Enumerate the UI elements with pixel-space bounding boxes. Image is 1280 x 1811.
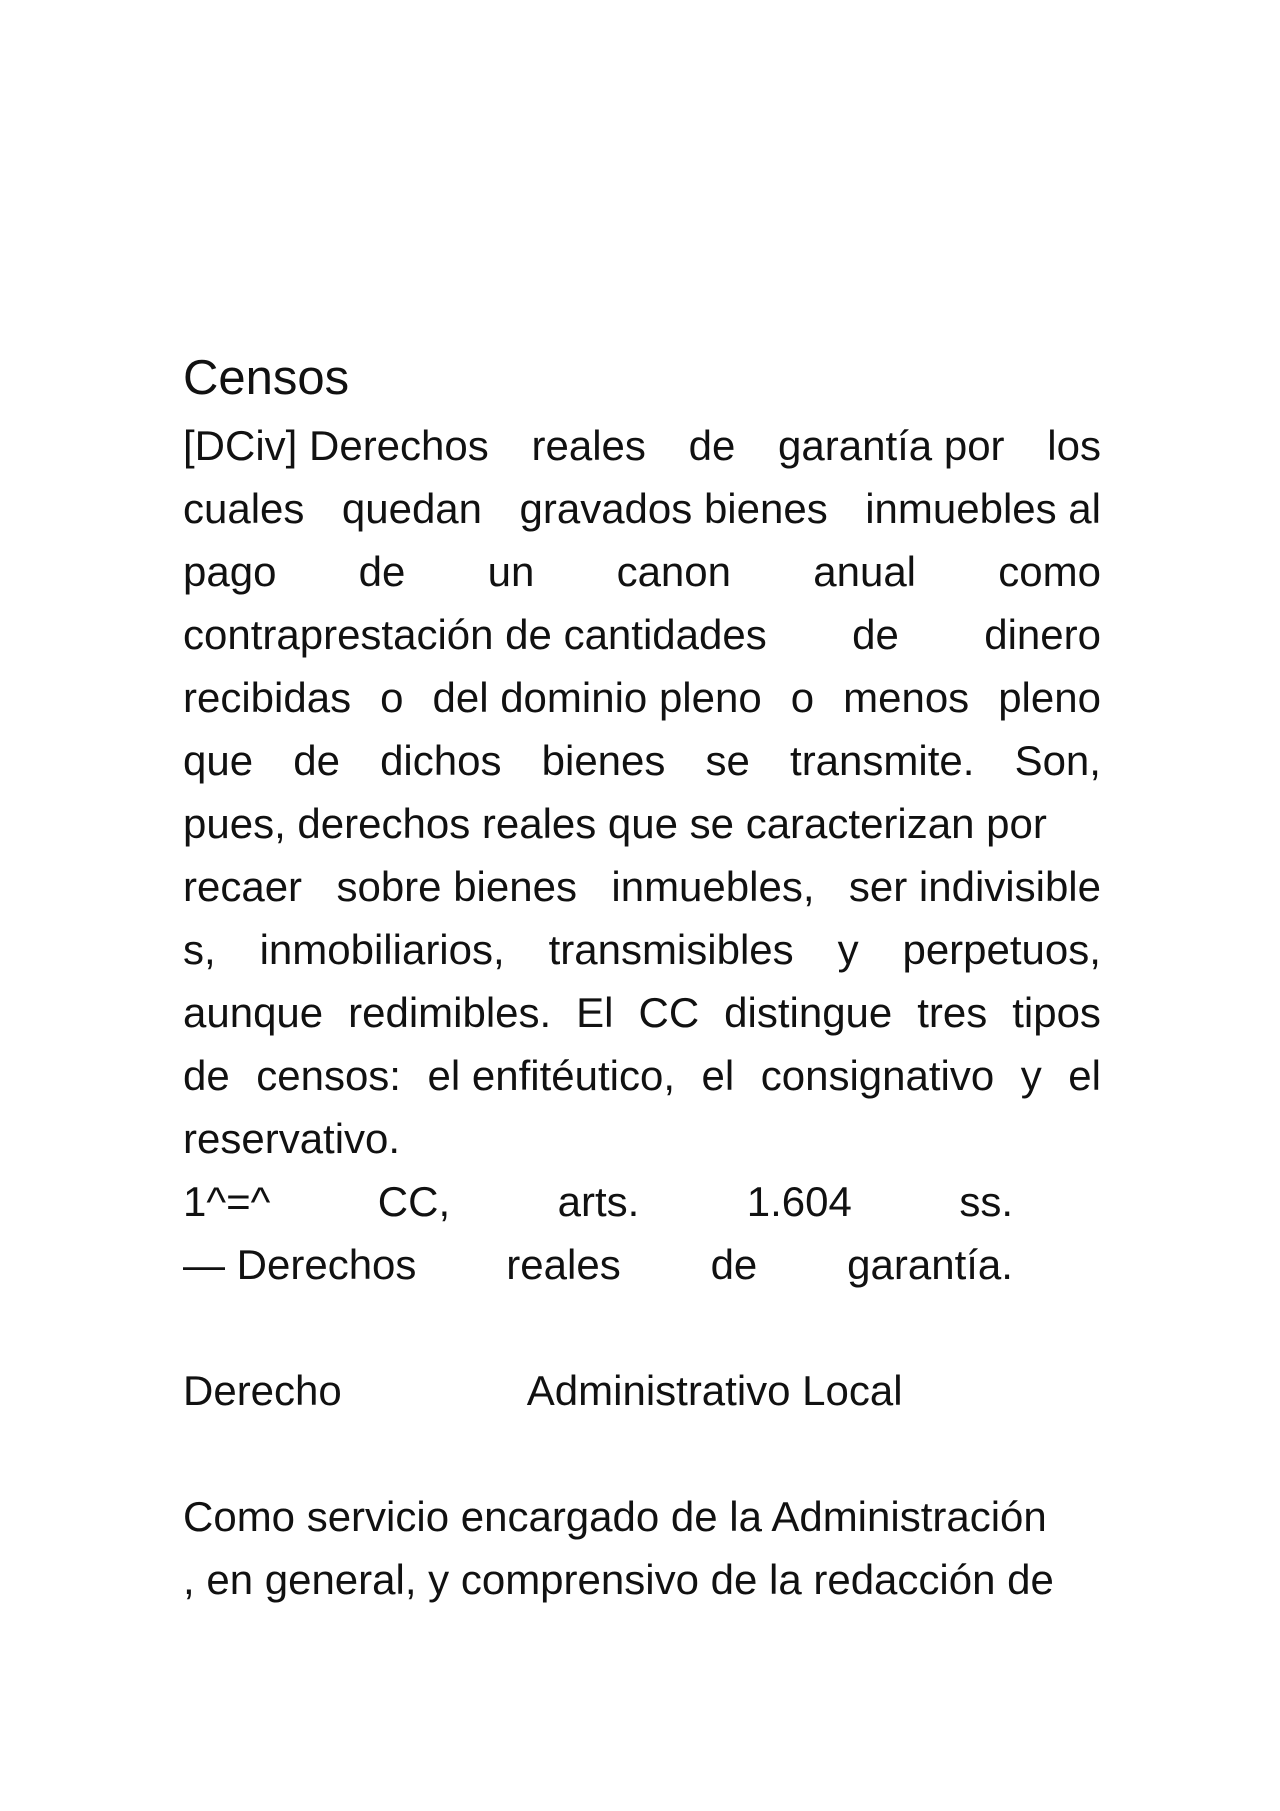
word: recaer: [183, 863, 303, 910]
entry-references: [183, 1170, 1101, 1296]
word: o: [790, 674, 815, 721]
dictionary-page: [183, 350, 1101, 1611]
word: transmite.: [790, 737, 975, 784]
word: del dominio pleno: [432, 674, 762, 721]
text-line: [183, 1548, 1101, 1611]
word: dichos: [380, 737, 502, 784]
word: inmuebles al: [865, 485, 1101, 532]
word: el: [701, 1052, 735, 1099]
text-line: [183, 792, 1101, 855]
word: tres: [917, 989, 988, 1036]
text-line: [183, 666, 1101, 729]
word: garantía por: [778, 422, 1005, 469]
word: aunque: [183, 989, 324, 1036]
word: perpetuos,: [902, 926, 1101, 973]
word: los: [1047, 422, 1101, 469]
word: inmobiliarios,: [259, 926, 505, 973]
word: ss.: [959, 1178, 1013, 1225]
text-line: [183, 603, 1101, 666]
word: consignativo: [760, 1052, 995, 1099]
word: arts.: [557, 1178, 640, 1225]
word: 1.604: [746, 1178, 852, 1225]
word: de: [183, 1052, 230, 1099]
text-line: [183, 1170, 1013, 1233]
word: el enfitéutico,: [427, 1052, 675, 1099]
word: bienes: [541, 737, 666, 784]
word: de: [688, 422, 736, 469]
word: distingue: [724, 989, 893, 1036]
word: ser indivisible: [848, 863, 1101, 910]
word: CC: [638, 989, 700, 1036]
word: reservativo.: [183, 1115, 401, 1162]
word: — Derechos: [183, 1241, 417, 1288]
text-line: [183, 1044, 1101, 1107]
word: que: [183, 737, 254, 784]
word: como: [998, 548, 1101, 595]
word: se: [705, 737, 750, 784]
word: y: [1020, 1052, 1042, 1099]
word: censos:: [256, 1052, 401, 1099]
word: El: [576, 989, 614, 1036]
next-entry-title-word: Administrativo Local: [526, 1367, 903, 1414]
word: de: [358, 548, 406, 595]
text-line: [183, 1107, 1101, 1170]
word: Como servicio encargado de la Administración: [183, 1493, 1047, 1540]
word: redimibles.: [348, 989, 552, 1036]
text-line: [183, 981, 1101, 1044]
word: cuales: [183, 485, 305, 532]
text-line: [183, 1485, 1101, 1548]
word: inmuebles,: [611, 863, 815, 910]
word: pleno: [998, 674, 1101, 721]
word: tipos: [1012, 989, 1101, 1036]
word: pues, derechos reales que se caracterizan por: [183, 800, 1047, 847]
word: CC,: [377, 1178, 451, 1225]
word: de: [293, 737, 340, 784]
word: un: [487, 548, 535, 595]
entry-body: [183, 414, 1101, 1170]
entry-title: Censos: [183, 351, 350, 405]
word: anual: [813, 548, 917, 595]
text-line: [183, 540, 1101, 603]
text-line: [183, 918, 1101, 981]
word: 1^=^: [183, 1178, 271, 1225]
next-entry-body: [183, 1485, 1101, 1611]
text-line: [183, 1233, 1013, 1296]
word: Son,: [1014, 737, 1101, 784]
word: de: [852, 611, 899, 658]
word: quedan: [341, 485, 483, 532]
next-entry-title: [183, 1359, 1101, 1422]
word: o: [380, 674, 404, 721]
word: reales: [506, 1241, 621, 1288]
word: canon: [616, 548, 732, 595]
word: el: [1068, 1052, 1101, 1099]
word: menos: [843, 674, 970, 721]
word: y: [837, 926, 859, 973]
word: , en general, y comprensivo de la redacción de: [183, 1556, 1054, 1603]
word: garantía.: [847, 1241, 1013, 1288]
word: reales: [531, 422, 646, 469]
word: transmisibles: [548, 926, 794, 973]
word: recibidas: [183, 674, 352, 721]
text-line: [183, 729, 1101, 792]
text-line: [183, 477, 1101, 540]
word: [DCiv] Derechos: [183, 422, 489, 469]
word: sobre bienes: [336, 863, 577, 910]
spacer: [183, 1296, 1101, 1359]
text-line: [183, 855, 1101, 918]
word: s,: [183, 926, 216, 973]
word: dinero: [984, 611, 1101, 658]
next-entry-title-word: Derecho: [183, 1367, 342, 1414]
word: pago: [183, 548, 277, 595]
word: de: [710, 1241, 758, 1288]
word: contraprestación de cantidades: [183, 611, 767, 658]
word: gravados bienes: [519, 485, 828, 532]
text-line: [183, 414, 1101, 477]
spacer: [183, 1422, 1101, 1485]
